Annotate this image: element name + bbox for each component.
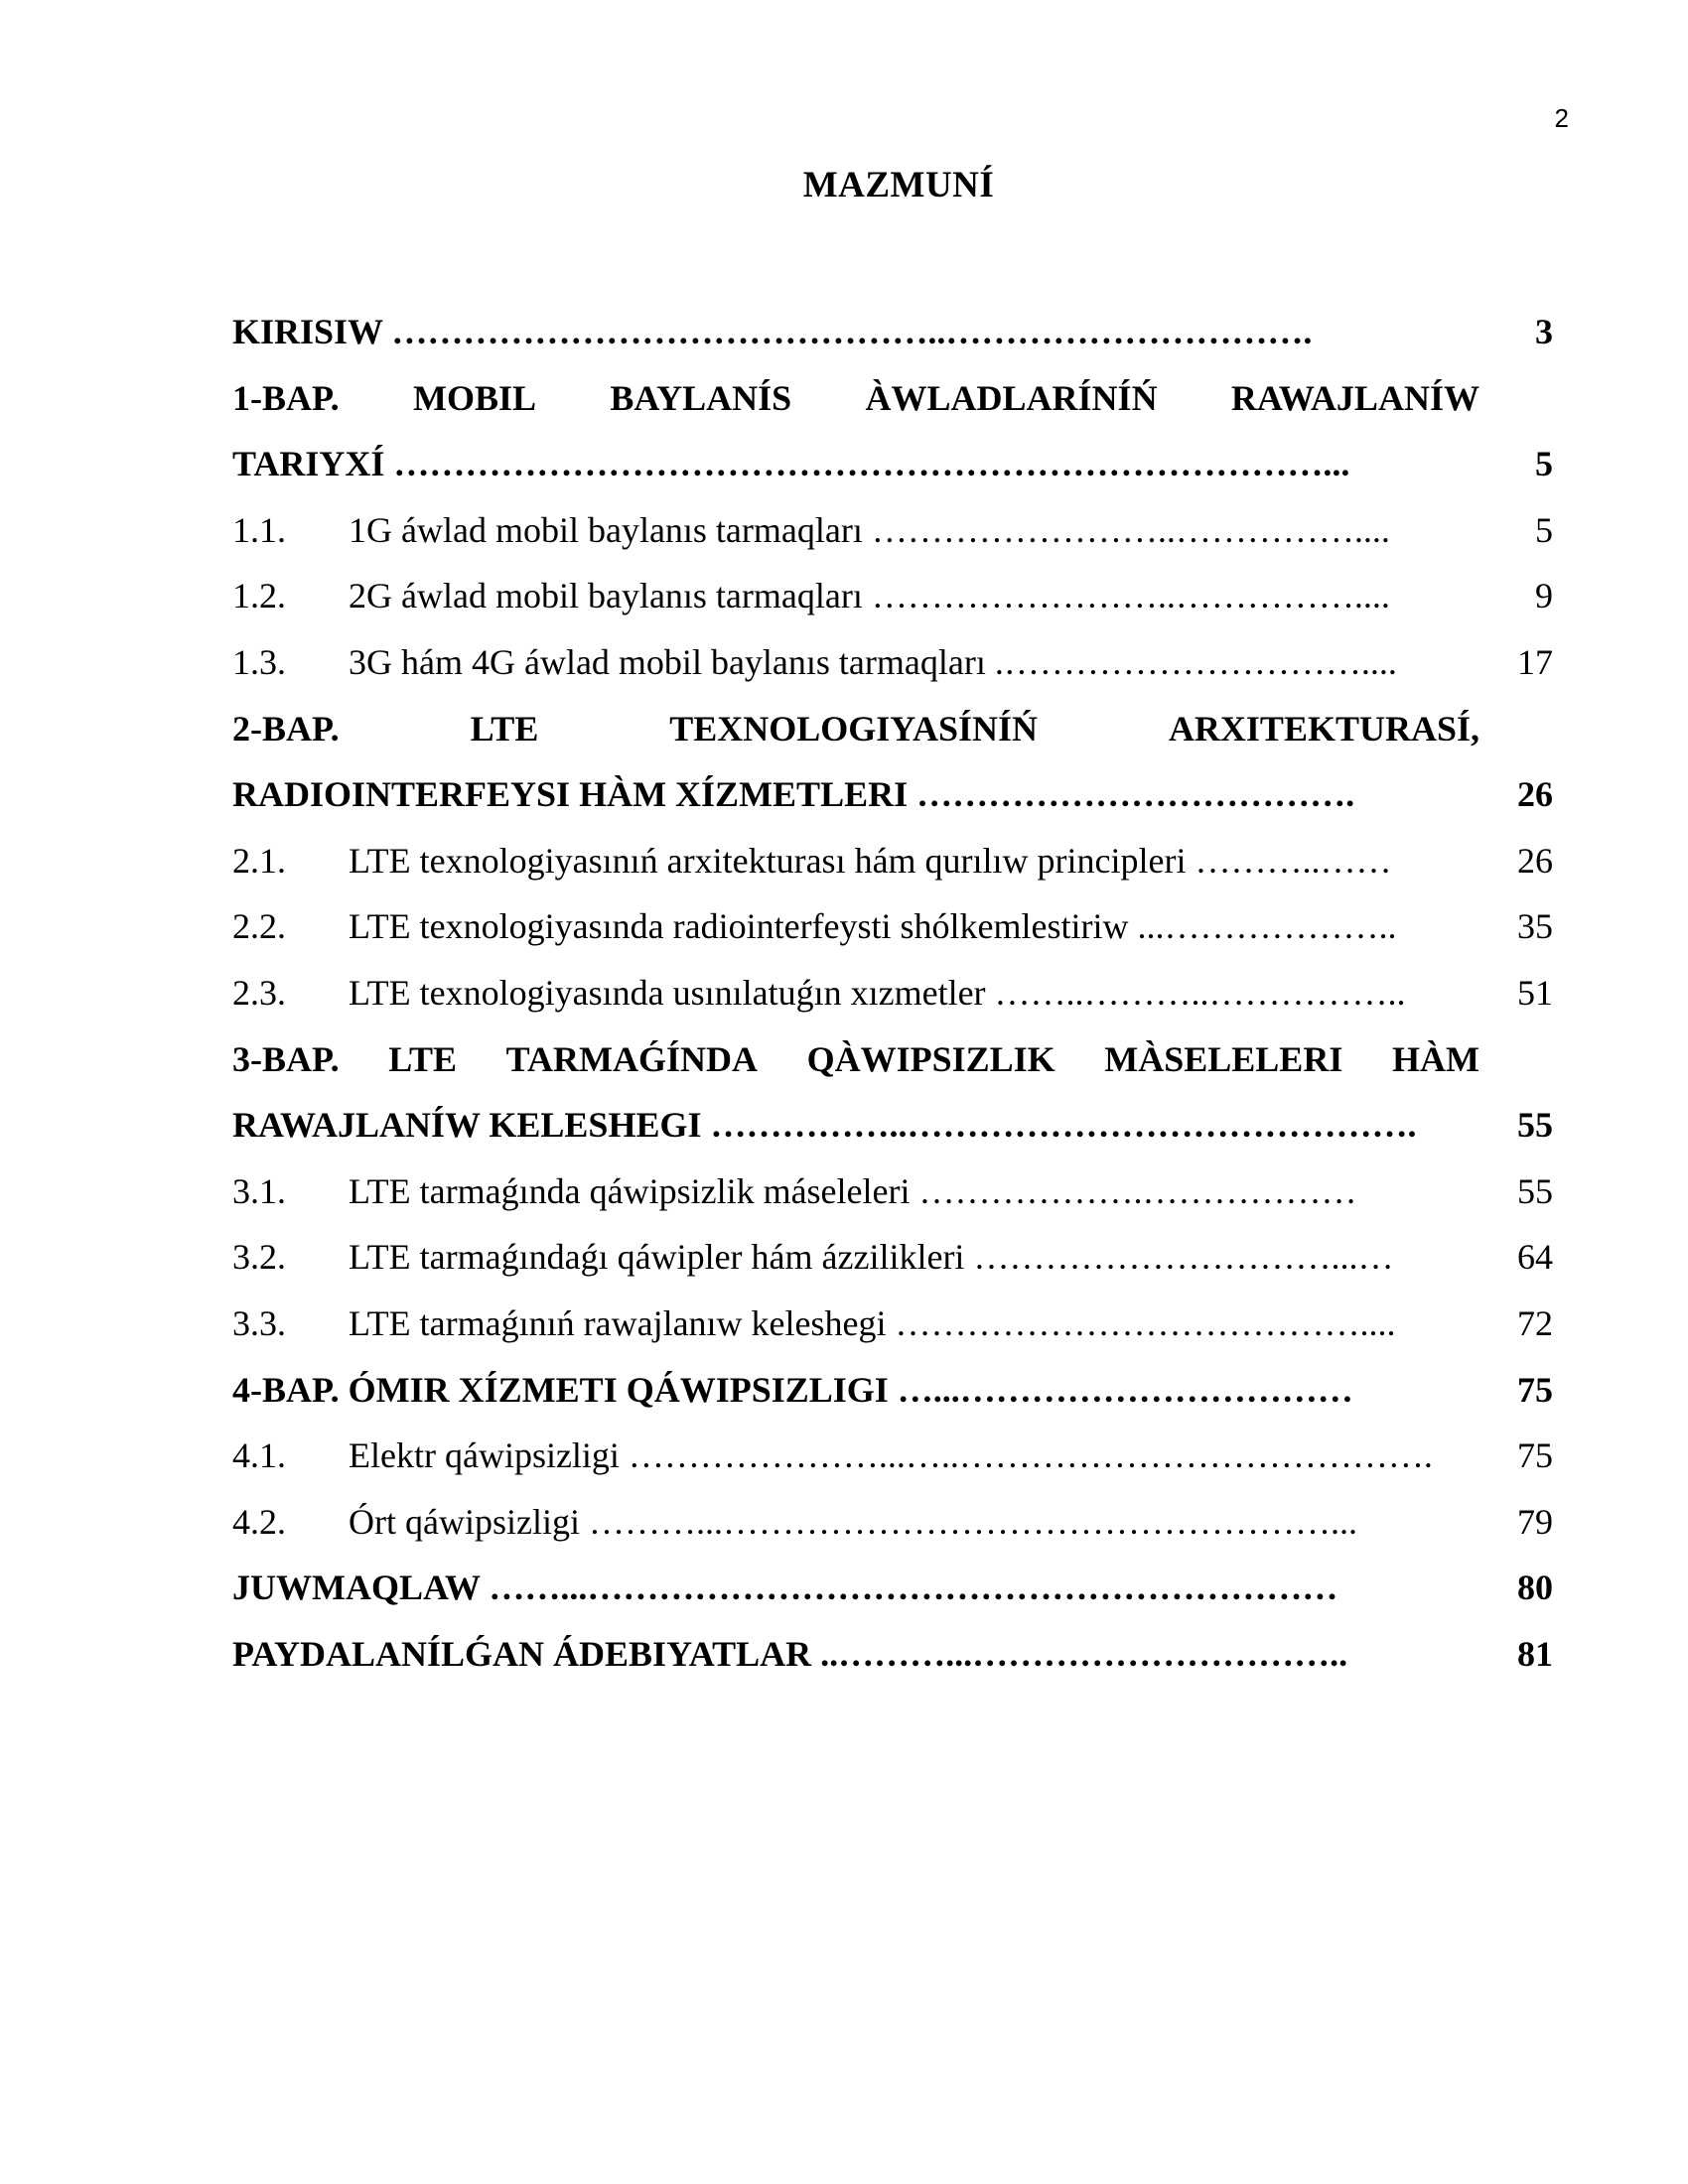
toc-page-number: 3 (1535, 312, 1553, 351)
toc-chapter-heading (232, 1026, 1479, 1093)
toc-page-number: 35 (1517, 906, 1553, 947)
table-of-contents (232, 299, 1553, 1687)
toc-heading-word: TEXNOLOGIYASÍNÍŃ (669, 708, 1039, 749)
toc-entry-section-3-1[interactable] (232, 1159, 1553, 1225)
toc-heading-word: QÀWIPSIZLIK (806, 1038, 1055, 1079)
toc-section-number: 3.1. (232, 1170, 286, 1211)
toc-entry-text: Elektr qáwipsizligi …………………...…..…………………………………. (349, 1435, 1433, 1476)
toc-entry-section-4-2[interactable] (232, 1489, 1553, 1556)
toc-entry-adebiyatlar[interactable] (232, 1621, 1553, 1688)
toc-heading-word: MOBIL (413, 377, 537, 418)
toc-entry-text: LTE texnologiyasında usınılatuǵın xızmetler ……..………..…………….. (349, 972, 1406, 1013)
toc-entry-body (232, 1159, 1479, 1225)
toc-section-number: 4.1. (232, 1435, 286, 1476)
toc-page-number: 80 (1517, 1568, 1553, 1608)
toc-page-number: 64 (1517, 1237, 1553, 1278)
toc-entry-chapter-2-line-1[interactable] (232, 696, 1553, 762)
toc-entry-text: LTE tarmaǵında qáwipsizlik máseleleri ……………….……………… (349, 1170, 1357, 1211)
toc-page-number: 81 (1517, 1633, 1553, 1674)
toc-page-number: 26 (1517, 774, 1553, 815)
toc-page-number: 79 (1517, 1501, 1553, 1542)
toc-entry-body (232, 893, 1479, 960)
toc-heading-word: LTE (470, 708, 539, 749)
toc-section-number: 1.2. (232, 576, 286, 616)
toc-entry-section-1-3[interactable] (232, 629, 1553, 696)
toc-heading-word: HÀM (1391, 1038, 1479, 1079)
toc-heading-word: RAWAJLANÍW (1230, 377, 1479, 418)
toc-entry-body (232, 1224, 1479, 1291)
toc-page-number: 75 (1517, 1435, 1553, 1476)
toc-entry-kirisiw[interactable] (232, 299, 1553, 365)
toc-section-number: 3.3. (232, 1302, 286, 1343)
toc-entry-chapter-1-line-2[interactable] (232, 431, 1553, 497)
toc-entry-body (232, 1423, 1479, 1489)
toc-section-number: 2.3. (232, 972, 286, 1013)
toc-entry-text: LTE texnologiyasınıń arxitekturası hám qurılıw principleri ………..…… (349, 840, 1392, 881)
toc-chapter-heading (232, 365, 1479, 432)
toc-entry-section-3-3[interactable] (232, 1291, 1553, 1357)
toc-page-number: 55 (1517, 1170, 1553, 1211)
toc-section-number: 2.2. (232, 906, 286, 947)
toc-entry-section-2-3[interactable] (232, 960, 1553, 1026)
toc-entry-chapter-4[interactable] (232, 1357, 1553, 1424)
toc-page-number: 72 (1517, 1302, 1553, 1343)
toc-page-number: 26 (1517, 840, 1553, 881)
toc-entry-section-2-2[interactable] (232, 893, 1553, 960)
toc-entry-body (232, 1489, 1479, 1556)
toc-entry-text: 3G hám 4G áwlad mobil baylanıs tarmaqları .………………………….... (349, 641, 1397, 682)
toc-entry-juwmaqlaw[interactable] (232, 1555, 1553, 1621)
toc-entry-text: LTE tarmaǵındaǵı qáwipler hám ázzilikleri …………………………...… (349, 1237, 1394, 1278)
toc-entry-text: LTE tarmaǵınıń rawajlanıw keleshegi ………………………………….... (349, 1302, 1396, 1343)
toc-chapter-heading (232, 696, 1479, 762)
page-title: MAZMUNÍ (802, 165, 995, 205)
toc-entry-text: 4-BAP. ÓMIR XÍZMETI QÁWIPSIZLIGI …...…………………………… (232, 1369, 1353, 1410)
toc-section-number: 2.1. (232, 840, 286, 881)
toc-heading-word: ARXITEKTURASÍ, (1168, 708, 1479, 749)
toc-entry-text: 2G áwlad mobil baylanıs tarmaqları ……………………..…………….... (349, 576, 1390, 616)
toc-entry-text: KIRISIW ………………………………………..…………………………. (232, 312, 1313, 351)
toc-page-number: 51 (1517, 972, 1553, 1013)
toc-entry-text: 1G áwlad mobil baylanıs tarmaqları ……………………..…………….... (349, 509, 1390, 550)
toc-page-number: 5 (1535, 444, 1553, 484)
toc-heading-word: TARMAǴÍNDA (505, 1038, 758, 1079)
toc-heading-word: MÀSELELERI (1104, 1038, 1343, 1079)
toc-entry-body (232, 960, 1479, 1026)
toc-entry-body (232, 563, 1479, 629)
toc-entry-body (232, 497, 1479, 564)
toc-entry-text: JUWMAQLAW ……...……………………………………………………… (232, 1568, 1338, 1608)
toc-entry-text: Órt qáwipsizligi ………...……………………………………………... (349, 1501, 1357, 1542)
toc-entry-section-1-1[interactable] (232, 497, 1553, 564)
toc-section-number: 3.2. (232, 1237, 286, 1278)
toc-page-number: 17 (1517, 641, 1553, 682)
toc-entry-text: LTE texnologiyasında radiointerfeysti shólkemlestiriw ...……………….. (349, 906, 1397, 947)
toc-entry-section-2-1[interactable] (232, 828, 1553, 894)
toc-entry-text: RADIOINTERFEYSI HÀM XÍZMETLERI ………………………………. (232, 774, 1355, 815)
toc-section-number: 4.2. (232, 1501, 286, 1542)
toc-entry-text: TARIYXÍ ……………………………………………………………………... (232, 444, 1350, 484)
toc-section-number: 1.1. (232, 509, 286, 550)
toc-heading-word: LTE (388, 1038, 458, 1079)
toc-entry-section-3-2[interactable] (232, 1224, 1553, 1291)
toc-page-number: 9 (1535, 576, 1553, 616)
toc-section-number: 1.3. (232, 641, 286, 682)
toc-entry-body (232, 1291, 1479, 1357)
toc-heading-word: 3-BAP. (232, 1038, 340, 1079)
toc-page-number: 55 (1517, 1105, 1553, 1146)
toc-page-number: 75 (1517, 1369, 1553, 1410)
toc-heading-word: 1-BAP. (232, 377, 340, 418)
toc-heading-word: ÀWLADLARÍNÍŃ (865, 377, 1158, 418)
toc-page-number: 5 (1535, 509, 1553, 550)
toc-entry-chapter-1-line-1[interactable] (232, 365, 1553, 432)
toc-entry-text: RAWAJLANÍW KELESHEGI ……………..……………………………………. (232, 1105, 1417, 1146)
toc-entry-body (232, 629, 1479, 696)
toc-heading-word: BAYLANÍS (610, 377, 792, 418)
toc-entry-section-4-1[interactable] (232, 1423, 1553, 1489)
toc-entry-chapter-2-line-2[interactable] (232, 761, 1553, 828)
toc-entry-chapter-3-line-2[interactable] (232, 1092, 1553, 1159)
toc-entry-text: PAYDALANÍLǴAN ÁDEBIYATLAR ..………...………………………….. (232, 1633, 1348, 1674)
toc-entry-section-1-2[interactable] (232, 563, 1553, 629)
toc-heading-word: 2-BAP. (232, 708, 340, 749)
toc-entry-chapter-3-line-1[interactable] (232, 1026, 1553, 1093)
page-number: 2 (1554, 103, 1569, 133)
toc-entry-body (232, 828, 1479, 894)
